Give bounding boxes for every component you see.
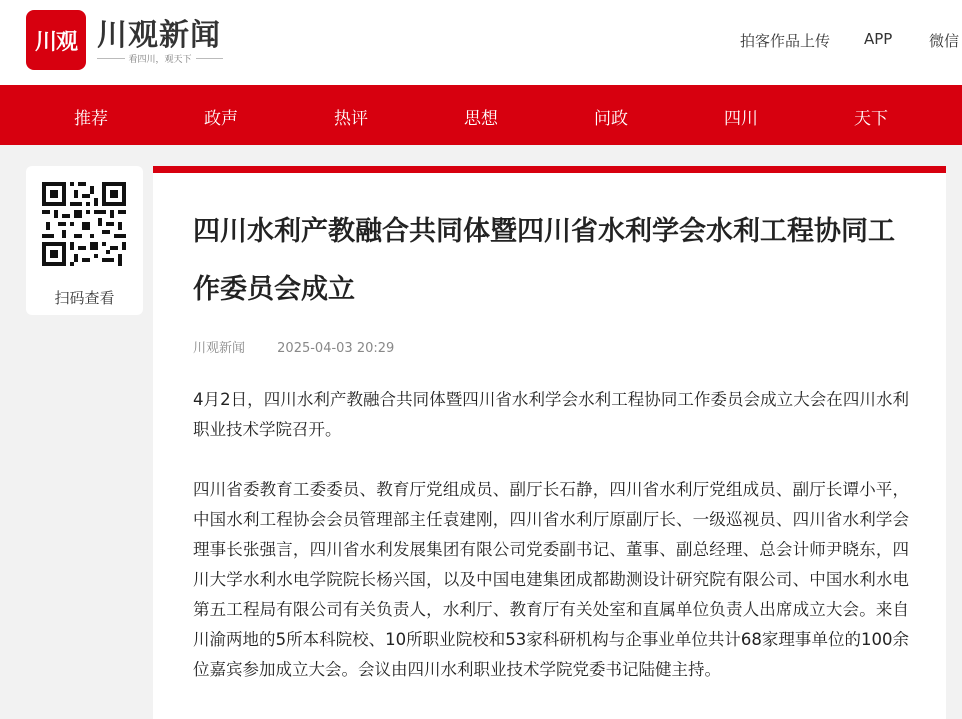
article-source[interactable]: 川观新闻: [193, 341, 246, 356]
top-link-app[interactable]: APP: [864, 30, 893, 48]
article-meta: [193, 337, 394, 356]
logo-slogan: [97, 52, 223, 65]
main-nav: [0, 85, 962, 145]
nav-item-recommend[interactable]: 推荐: [74, 109, 108, 129]
article-paragraph: 四川省委教育工委委员、教育厅党组成员、副厅长石静，四川省水利厅党组成员、副厅长谭小平，中国水利工程协会会员管理部主任袁建刚，四川省水利厅原副厅长、一级巡视员、四川省水利学会理事长张强言，四川省水利发展集团有限公司党委副书记、董事、副总经理、总会计师尹晓东，四川大学水利水电学院院长杨兴国，以及中国电建集团成都勘测设计研究院有限公司、中国水利水电第五工程局有限公司有关负责人，水利厅、教育厅有关处室和直属单位负责人出席成立大会。来自川渝两地的5所本科院校、10所职业院校和53家科研机构与企事业单位共计68家理事单位的100余位嘉宾参加成立大会。会议由四川水利职业技术学院党委书记陆健主持。: [193, 480, 909, 679]
nav-item-commentary[interactable]: 热评: [334, 109, 368, 129]
nav-item-inquiry[interactable]: 问政: [594, 109, 628, 129]
logo-text[interactable]: 川观新闻: [97, 18, 221, 53]
nav-item-world[interactable]: 天下: [854, 109, 888, 129]
nav-item-thought[interactable]: 思想: [464, 109, 498, 129]
article-date: 2025-04-03 20:29: [277, 341, 395, 356]
article-card: [153, 166, 946, 719]
top-link-upload[interactable]: 拍客作品上传: [740, 32, 831, 50]
qr-label: 扫码查看: [54, 289, 115, 307]
slogan-divider-right: [196, 58, 224, 59]
slogan-text: 看四川，观天下: [128, 55, 192, 65]
logo-badge[interactable]: 川观: [26, 10, 86, 70]
article-paragraph: 4月2日，四川水利产教融合共同体暨四川省水利学会水利工程协同工作委员会成立大会在四川水利职业技术学院召开。: [193, 390, 909, 439]
nav-item-sichuan[interactable]: 四川: [724, 109, 758, 129]
top-link-wechat[interactable]: 微信: [929, 32, 960, 50]
site-header: [0, 0, 962, 85]
qr-card: [26, 166, 143, 315]
slogan-divider-left: [97, 58, 125, 59]
qr-code-icon: [42, 182, 126, 266]
article-body: [193, 385, 909, 715]
article-title: 四川水利产教融合共同体暨四川省水利学会水利工程协同工作委员会成立: [193, 216, 895, 305]
nav-item-politics[interactable]: 政声: [204, 109, 238, 129]
